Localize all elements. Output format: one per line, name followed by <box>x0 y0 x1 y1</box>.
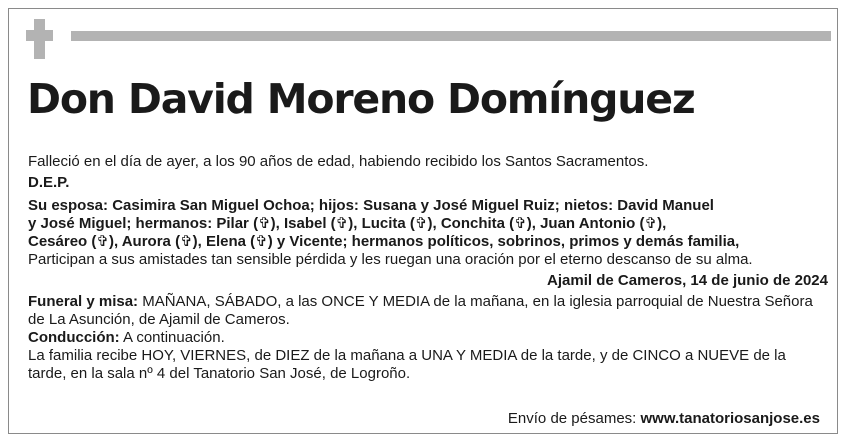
deceased-name: Don David Moreno Domínguez <box>27 75 695 123</box>
cross-icon: ✞ <box>96 233 109 250</box>
dep-text: D.E.P. <box>28 174 70 191</box>
visitation-text: La familia recibe HOY, VIERNES, de DIEZ de la mañana a UNA Y MEDIA de la tarde, y de CINCO a NUEVE de la tarde, en la sala nº 4 del Tanatorio San José, de Logroño. <box>28 347 786 382</box>
cross-icon: ✞ <box>514 215 527 232</box>
conduction-label: Conducción: <box>28 329 120 346</box>
conduction-details <box>28 329 828 347</box>
family-line-2: y José Miguel; hermanos: Pilar (✞), Isabel (✞), Lucita (✞), Conchita (✞), Juan Antonio (✞), <box>28 215 667 232</box>
condolences-line <box>508 410 820 427</box>
family-line-1: Su esposa: Casimira San Miguel Ochoa; hijos: Susana y José Miguel Ruiz; nietos: David Manuel <box>28 197 714 214</box>
cross-icon: ✞ <box>644 215 658 232</box>
conduction-text: A continuación. <box>119 329 225 346</box>
header-rule <box>71 31 831 41</box>
cross-ornament-horizontal <box>26 30 53 41</box>
condolences-link[interactable]: www.tanatoriosanjose.es <box>640 410 820 427</box>
request-text: Participan a sus amistades tan sensible pérdida y les ruegan una oración por el eterno descanso de su alma. <box>28 251 753 268</box>
funeral-text: MAÑANA, SÁBADO, a las ONCE Y MEDIA de la mañana, en la iglesia parroquial de Nuestra Señora de La Asunción, de Ajamil de Cameros. <box>28 293 813 328</box>
family-list <box>28 197 828 251</box>
obituary-body <box>28 153 828 383</box>
funeral-label: Funeral y misa: <box>28 293 139 310</box>
cross-icon: ✞ <box>180 233 193 250</box>
intro-text: Falleció en el día de ayer, a los 90 años de edad, habiendo recibido los Santos Sacramentos. <box>28 153 649 170</box>
cross-icon: ✞ <box>335 215 349 232</box>
cross-icon: ✞ <box>258 215 271 232</box>
family-line-3: Cesáreo (✞), Aurora (✞), Elena (✞) y Vicente; hermanos políticos, sobrinos, primos y demás familia, <box>28 233 740 250</box>
cross-icon: ✞ <box>414 215 428 232</box>
funeral-details <box>28 293 828 329</box>
place-date: Ajamil de Cameros, 14 de junio de 2024 <box>547 272 828 289</box>
cross-icon: ✞ <box>255 233 268 250</box>
obituary-card <box>8 8 838 434</box>
condolences-label: Envío de pésames: <box>507 410 641 427</box>
